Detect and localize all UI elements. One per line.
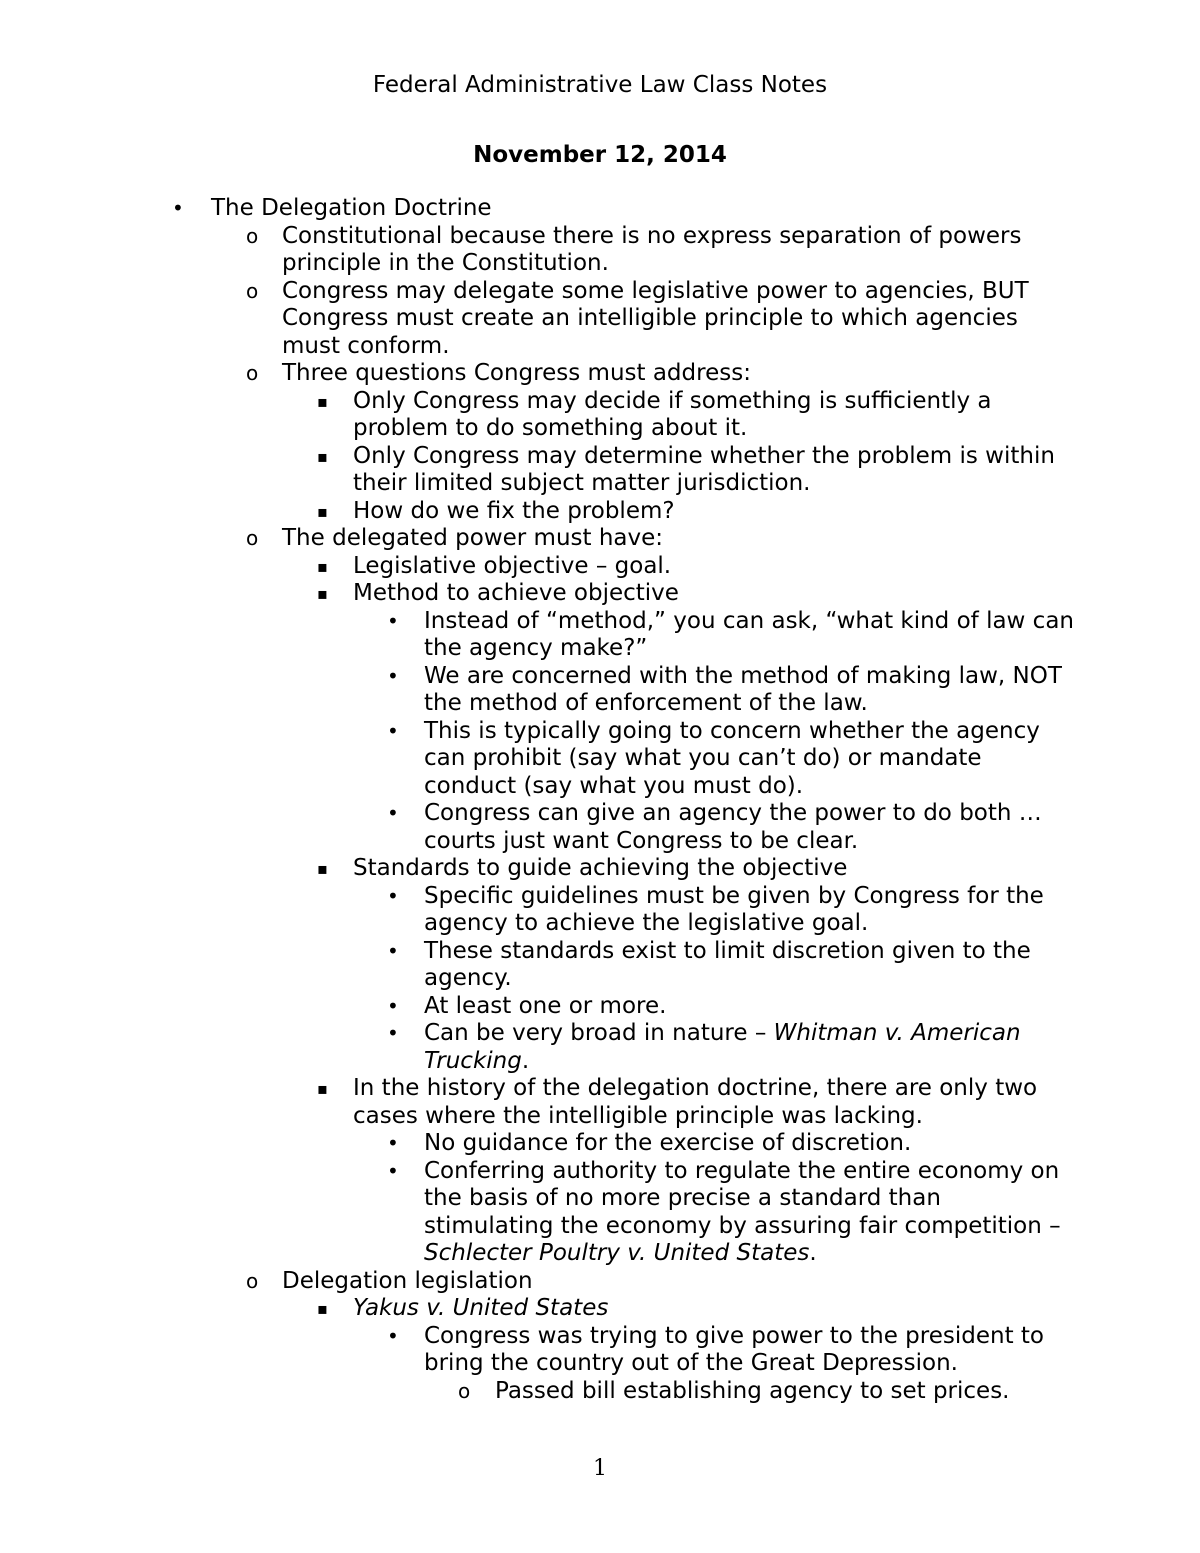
outline-item-text (424, 938, 1074, 993)
circle-bullet-icon: o (246, 278, 259, 303)
disc-bullet-icon: • (387, 938, 399, 963)
outline-item (0, 1378, 1200, 1406)
outline-item-body: Legislative objective – goal. (353, 552, 672, 579)
outline-item-text (424, 993, 1074, 1021)
outline-item (0, 553, 1200, 581)
outline-item-text (353, 580, 1073, 608)
outline-item-body: The Delegation Doctrine (211, 195, 492, 221)
disc-bullet-icon: • (387, 1323, 399, 1348)
disc-bullet-icon: • (387, 993, 399, 1018)
square-bullet-icon: ▪ (317, 446, 328, 466)
outline-item-text (353, 855, 1073, 883)
outline-item-body: In the history of the delegation doctrine, there are only two cases where the intelligible principle was lacking. (353, 1075, 1038, 1129)
outline-item (0, 223, 1200, 278)
outline-item-body: Delegation legislation (282, 1267, 533, 1294)
outline-item-text (424, 1130, 1074, 1158)
case-citation: Whitman v. American Trucking (424, 1020, 1021, 1074)
outline-item-text (495, 1378, 1075, 1406)
outline-item-text (424, 608, 1074, 663)
outline-item-text (353, 1075, 1073, 1130)
outline-item-text (211, 195, 1071, 223)
outline-item-body: Three questions Congress must address: (282, 360, 751, 386)
outline-item-body: We are concerned with the method of making law, NOT the method of enforcement of the law. (424, 662, 1062, 716)
outline-item-text (424, 718, 1074, 801)
outline-item-suffix: . (521, 1047, 530, 1074)
outline-item-body: Congress was trying to give power to the president to bring the country out of the Great Depression. (424, 1322, 1044, 1376)
case-citation: Yakus v. United States (353, 1295, 609, 1321)
outline-item-body: Only Congress may determine whether the problem is within their limited subject matter jurisdiction. (353, 442, 1055, 496)
square-bullet-icon: ▪ (317, 1299, 328, 1318)
document-title: Federal Administrative Law Class Notes (372, 72, 828, 98)
outline-item-text (424, 1158, 1074, 1268)
outline-item-suffix: . (809, 1240, 817, 1266)
outline-item (0, 938, 1200, 993)
square-bullet-icon: ▪ (317, 1079, 328, 1098)
outline-item (0, 1268, 1200, 1296)
circle-bullet-icon: o (246, 361, 259, 385)
outline-item (0, 278, 1200, 361)
outline-item-text (282, 1268, 1072, 1296)
outline-item-body: Conferring authority to regulate the entire economy on the basis of no more precise a standard than stimulating the economy by assuring fair competition – (424, 1157, 1061, 1239)
page-number: 1 (593, 1456, 607, 1481)
outline-item-text (282, 525, 1072, 553)
outline-item-body: The delegated power must have: (282, 525, 664, 551)
circle-bullet-icon: o (458, 1378, 471, 1403)
circle-bullet-icon: o (246, 526, 259, 550)
case-citation: Schlecter Poultry v. United States (424, 1240, 810, 1266)
outline-item-text (353, 443, 1073, 498)
outline-list (0, 195, 1200, 1405)
outline-item (0, 443, 1200, 498)
circle-bullet-icon: o (246, 223, 259, 248)
disc-bullet-icon: • (387, 1021, 399, 1045)
square-bullet-icon: ▪ (317, 584, 328, 603)
outline-item-body: Constitutional because there is no express separation of powers principle in the Constitution. (282, 222, 1022, 276)
date-heading: November 12, 2014 (473, 142, 727, 168)
outline-item-body: How do we fix the problem? (353, 497, 675, 524)
outline-item (0, 883, 1200, 938)
outline-item (0, 608, 1200, 663)
outline-item-body: No guidance for the exercise of discretion. (424, 1130, 912, 1156)
outline-item (0, 498, 1200, 526)
square-bullet-icon: ▪ (317, 501, 328, 521)
disc-bullet-icon: • (387, 718, 399, 743)
outline-item-text (424, 663, 1074, 718)
outline-item-body: Method to achieve objective (353, 580, 679, 606)
outline-item-body: At least one or more. (424, 992, 667, 1019)
outline-item (0, 525, 1200, 553)
outline-item-body: Specific guidelines must be given by Congress for the agency to achieve the legislative goal. (424, 882, 1044, 936)
outline-item-body: Congress can give an agency the power to do both … courts just want Congress to be clear. (424, 800, 1042, 854)
outline-item-text (353, 553, 1073, 581)
outline-item (0, 718, 1200, 801)
disc-bullet-icon: • (172, 196, 184, 220)
outline-item-text (353, 498, 1073, 526)
outline-item-body: Instead of “method,” you can ask, “what kind of law can the agency make?” (424, 607, 1074, 661)
outline-item-body: Only Congress may decide if something is sufficiently a problem to do something about it. (353, 387, 992, 441)
outline-item (0, 855, 1200, 883)
outline-item-text (424, 1323, 1074, 1378)
outline-item-text (424, 883, 1074, 938)
disc-bullet-icon: • (387, 608, 399, 633)
outline-item-body: This is typically going to concern whether the agency can prohibit (say what you can’t do) or mandate conduct (say what you must do). (424, 717, 1040, 799)
outline-item (0, 1295, 1200, 1323)
outline-item (0, 1075, 1200, 1130)
square-bullet-icon: ▪ (317, 556, 328, 576)
outline-item (0, 993, 1200, 1021)
outline-item (0, 800, 1200, 855)
outline-item-text (424, 800, 1074, 855)
outline-item (0, 195, 1200, 223)
outline-item-text (353, 1295, 1073, 1323)
outline-item-body: Standards to guide achieving the objective (353, 855, 848, 881)
outline-item-text (282, 360, 1072, 388)
outline-item (0, 388, 1200, 443)
outline-item-text (282, 278, 1072, 361)
outline-item (0, 663, 1200, 718)
outline-item (0, 580, 1200, 608)
outline-item-body: Passed bill establishing agency to set prices. (495, 1377, 1010, 1404)
outline-item (0, 360, 1200, 388)
outline-item-body: Can be very broad in nature – (424, 1020, 774, 1046)
outline-item-body: These standards exist to limit discretion given to the agency. (424, 937, 1031, 991)
outline-item (0, 1323, 1200, 1378)
circle-bullet-icon: o (246, 1268, 259, 1293)
disc-bullet-icon: • (387, 801, 399, 825)
disc-bullet-icon: • (387, 1131, 399, 1155)
outline-item (0, 1158, 1200, 1268)
disc-bullet-icon: • (387, 883, 399, 908)
outline-item (0, 1130, 1200, 1158)
outline-item-text (353, 388, 1073, 443)
square-bullet-icon: ▪ (317, 859, 328, 878)
disc-bullet-icon: • (387, 663, 399, 688)
outline-item (0, 1020, 1200, 1075)
outline-item-text (282, 223, 1072, 278)
outline-item-body: Congress may delegate some legislative power to agencies, BUT Congress must create an intelligible principle to which agencies must conform. (282, 277, 1029, 359)
disc-bullet-icon: • (387, 1158, 399, 1183)
outline-item-text (424, 1020, 1074, 1075)
square-bullet-icon: ▪ (317, 391, 328, 411)
